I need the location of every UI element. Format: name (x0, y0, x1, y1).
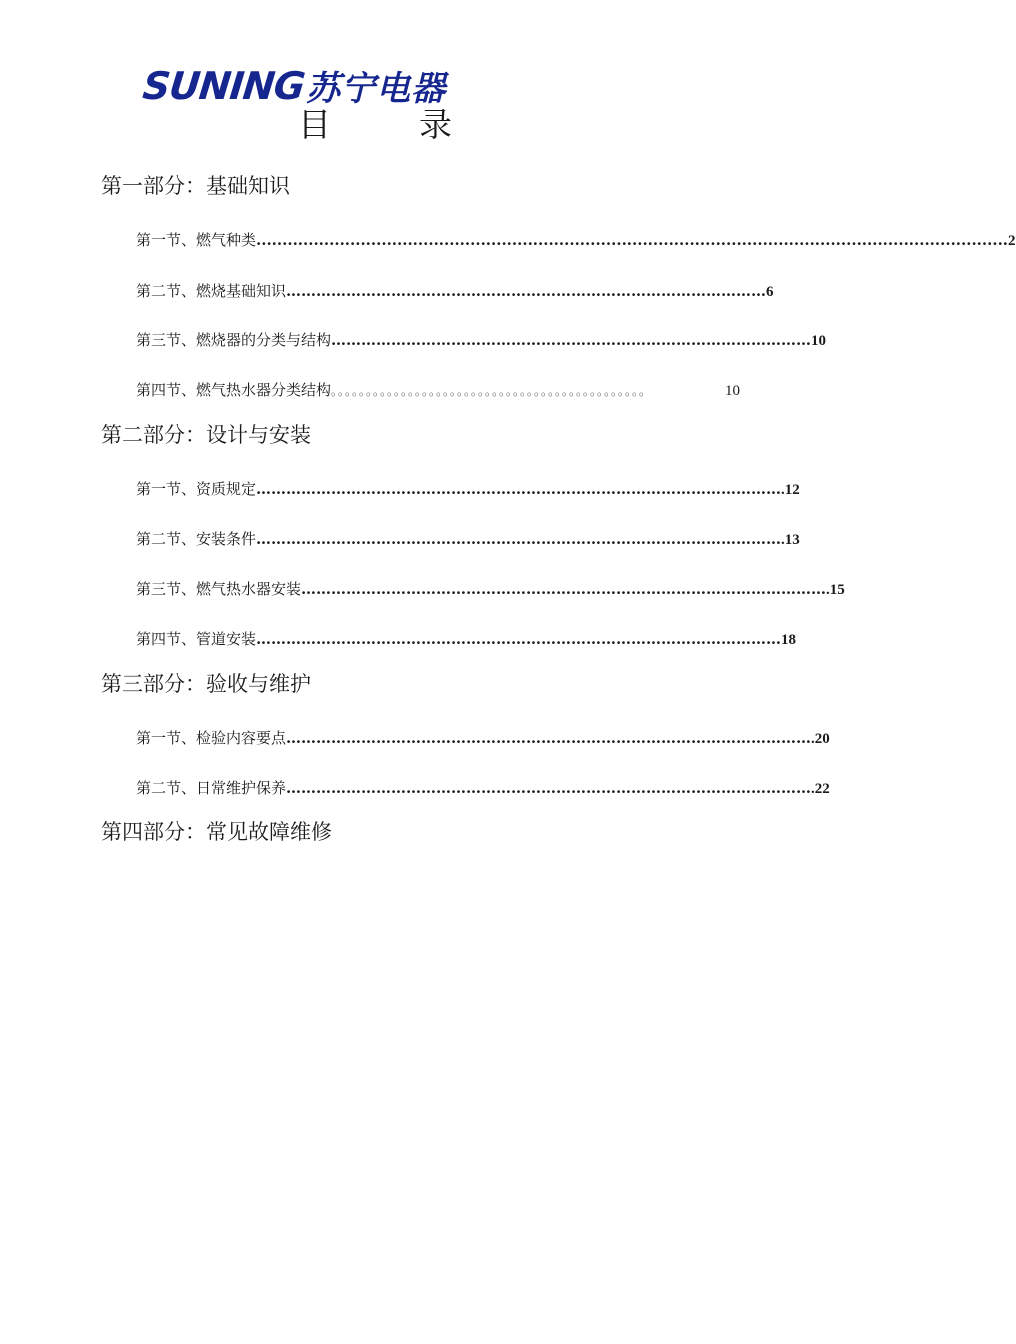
toc-leader-dots: …………………………………………………………………………………………… (256, 480, 782, 498)
toc-part-2: 第二部分：设计与安装 (101, 423, 311, 447)
toc-page-number: 10 (811, 333, 827, 349)
toc-entry-label: 第三节、燃烧器的分类与结构 (136, 331, 332, 349)
toc-entry-label: 第二节、燃烧基础知识 (136, 282, 287, 300)
toc-entry-label: 第二节、安装条件 (136, 530, 257, 548)
toc-entry-label: 第二节、日常维护保养 (136, 779, 287, 797)
toc-leader-dots: …………………………………………………………………………………………… (256, 630, 782, 648)
toc-leader-dots: …………………………………………………………………………………………… (256, 530, 782, 548)
toc-leader-dots: …………………………………………………………………………………… (286, 282, 767, 300)
toc-page-number: 10 (725, 383, 740, 399)
toc-entry-label: 第四节、燃气热水器分类结构 (136, 381, 332, 399)
toc-leader-dots: …………………………………………………………………………………………… (301, 580, 827, 598)
toc-part-1: 第一部分：基础知识 (101, 174, 290, 198)
toc-page-number: 6 (766, 284, 774, 300)
toc-entry-label: 第一节、资质规定 (136, 480, 257, 498)
toc-entry-label: 第一节、检验内容要点 (136, 729, 287, 747)
suning-logo (140, 63, 474, 109)
toc-page-number: .20 (811, 731, 830, 747)
toc-entry-1-3[interactable] (136, 329, 827, 351)
toc-leader-dots: …………………………………………………………………………………… (331, 331, 812, 349)
toc-entry-3-1[interactable] (136, 727, 830, 749)
toc-entry-label: 第一节、燃气种类 (136, 231, 257, 249)
toc-entry-2-3[interactable] (136, 578, 845, 600)
toc-entry-1-1[interactable] (136, 229, 1016, 251)
toc-entry-3-2[interactable] (136, 777, 830, 799)
toc-entry-2-1[interactable] (136, 478, 800, 500)
toc-leader-dots: …………………………………………………………………………………………… (286, 729, 812, 747)
page-title: 目录 (298, 105, 540, 144)
toc-leader-dots: …………………………………………………………………………………………… (286, 779, 812, 797)
toc-entry-2-4[interactable] (136, 628, 797, 650)
toc-entry-label: 第三节、燃气热水器安装 (136, 580, 302, 598)
logo-brand-cn: 苏宁电器 (306, 69, 447, 109)
toc-part-3: 第三部分：验收与维护 (101, 672, 311, 696)
toc-page-number: .13 (781, 532, 800, 548)
toc-page-number: .12 (781, 482, 800, 498)
toc-leader-dots: 。。。。。。。。。。。。。。。。。。。。。。。。。。。。。。。。。。。。。。。。。。。。。 (331, 384, 653, 398)
toc-page-number: 2 (1008, 233, 1016, 249)
toc-entry-1-2[interactable] (136, 280, 774, 302)
logo-brand-en: SUNING (140, 63, 307, 108)
toc-part-4: 第四部分：常见故障维修 (101, 820, 332, 844)
toc-leader-dots: ................................................................................................................................................ (256, 231, 1009, 249)
toc-entry-1-4[interactable] (136, 379, 740, 401)
toc-entry-label: 第四节、管道安装 (136, 630, 257, 648)
toc-page-number: .15 (826, 582, 845, 598)
toc-page-number: 18 (781, 632, 797, 648)
toc-page-number: .22 (811, 781, 830, 797)
toc-entry-2-2[interactable] (136, 528, 800, 550)
